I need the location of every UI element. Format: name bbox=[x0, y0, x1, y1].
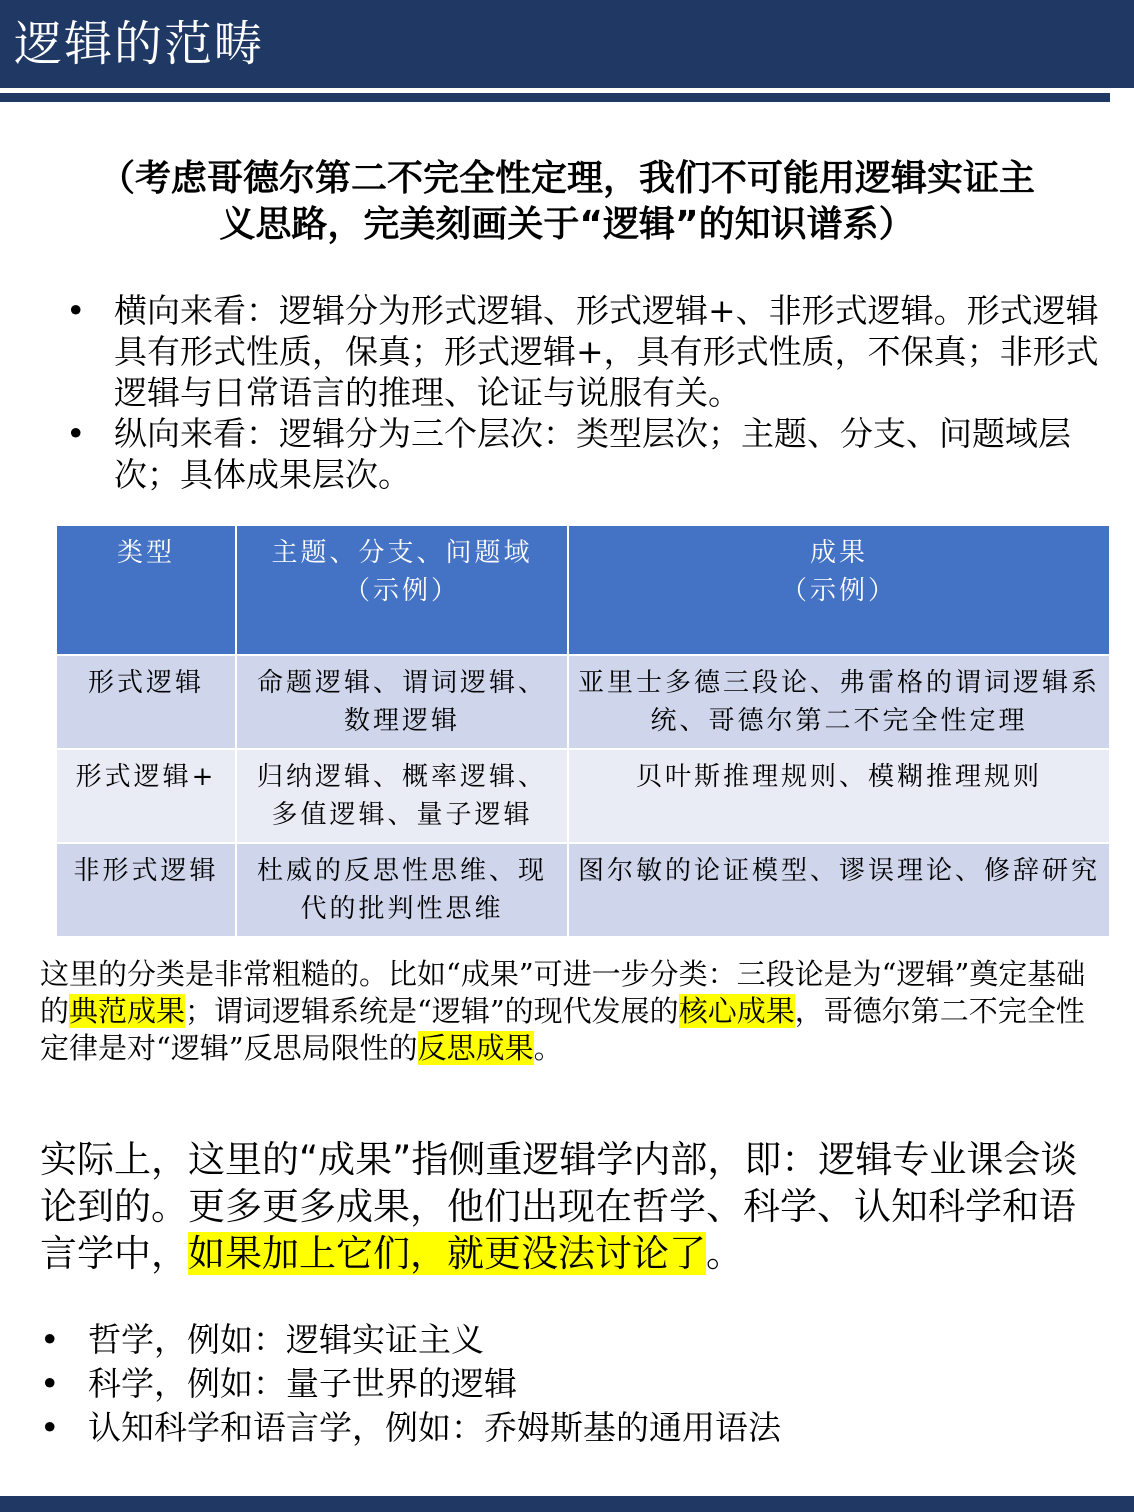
examples-bullet-list bbox=[40, 1318, 1100, 1450]
header-topics-note: （示例） bbox=[343, 576, 460, 606]
highlight-core-result: 核心成果 bbox=[678, 994, 795, 1028]
header-type-label: 类型 bbox=[116, 538, 175, 568]
scope-text: 实际上，这里的“成果”指侧重逻辑学内部，即：逻辑专业课会谈论到的。更多更多成果，他们出现在哲学、科学、认知科学和语言学中， bbox=[40, 1138, 1078, 1275]
cell-topics: 杜威的反思性思维、现代的批判性思维 bbox=[236, 843, 568, 937]
bullet-icon: • bbox=[66, 291, 86, 330]
list-item bbox=[40, 1362, 1100, 1406]
bullet-icon: • bbox=[66, 414, 86, 453]
header-results-note: （示例） bbox=[780, 576, 897, 606]
list-item bbox=[40, 1406, 1100, 1450]
header-results-label: 成果 bbox=[809, 538, 868, 568]
table-row bbox=[56, 655, 1110, 749]
table-header-row bbox=[56, 525, 1110, 655]
note-text: ；谓词逻辑系统是“逻辑”的现代发展的 bbox=[185, 994, 679, 1028]
footer-bar bbox=[0, 1496, 1134, 1512]
overview-bullet-list bbox=[60, 290, 1100, 495]
header-type bbox=[56, 525, 236, 655]
cell-type: 形式逻辑+ bbox=[56, 749, 236, 843]
cell-results: 亚里士多德三段论、弗雷格的谓词逻辑系统、哥德尔第二不完全性定理 bbox=[568, 655, 1110, 749]
intro-line-1: （考虑哥德尔第二不完全性定理，我们不可能用逻辑实证主 bbox=[98, 158, 1035, 199]
classification-note bbox=[40, 956, 1100, 1067]
list-item bbox=[40, 1318, 1100, 1362]
scope-text: 。 bbox=[706, 1232, 743, 1275]
header-topics-label: 主题、分支、问题域 bbox=[271, 538, 533, 568]
cell-topics: 命题逻辑、谓词逻辑、数理逻辑 bbox=[236, 655, 568, 749]
bullet-icon: • bbox=[40, 1364, 60, 1403]
cell-type: 形式逻辑 bbox=[56, 655, 236, 749]
bullet-text: 哲学，例如：逻辑实证主义 bbox=[88, 1320, 484, 1359]
table-row bbox=[56, 843, 1110, 937]
highlight-scope: 如果加上它们，就更没法讨论了 bbox=[188, 1232, 706, 1275]
header-results bbox=[568, 525, 1110, 655]
cell-results: 贝叶斯推理规则、模糊推理规则 bbox=[568, 749, 1110, 843]
logic-categories-table bbox=[55, 524, 1111, 938]
table-row bbox=[56, 749, 1110, 843]
bullet-text: 科学，例如：量子世界的逻辑 bbox=[88, 1364, 517, 1403]
highlight-reflective-result: 反思成果 bbox=[417, 1031, 534, 1065]
title-divider bbox=[0, 93, 1110, 102]
bullet-icon: • bbox=[40, 1408, 60, 1447]
note-text: 。 bbox=[533, 1031, 563, 1065]
note-text: 这里的分类是非常粗糙的。比如“成果”可进一步分类：三段论是为“逻辑”奠定基础的 bbox=[40, 957, 1086, 1028]
scope-statement bbox=[40, 1136, 1100, 1277]
bullet-text: 认知科学和语言学，例如：乔姆斯基的通用语法 bbox=[88, 1408, 781, 1447]
cell-type: 非形式逻辑 bbox=[56, 843, 236, 937]
intro-note bbox=[0, 156, 1134, 248]
note-text: ，哥德尔第二不完全性定律是对“逻辑”反思局限性的 bbox=[40, 994, 1085, 1065]
list-item bbox=[60, 290, 1100, 413]
header-topics bbox=[236, 525, 568, 655]
page-title: 逻辑的范畴 bbox=[14, 16, 265, 72]
intro-line-2: 义思路，完美刻画关于“逻辑”的知识谱系） bbox=[219, 204, 915, 245]
bullet-text: 纵向来看：逻辑分为三个层次：类型层次；主题、分支、问题域层次；具体成果层次。 bbox=[114, 414, 1071, 494]
cell-topics: 归纳逻辑、概率逻辑、多值逻辑、量子逻辑 bbox=[236, 749, 568, 843]
title-bar bbox=[0, 0, 1134, 88]
highlight-classic-result: 典范成果 bbox=[69, 994, 186, 1028]
bullet-icon: • bbox=[40, 1320, 60, 1359]
cell-results: 图尔敏的论证模型、谬误理论、修辞研究 bbox=[568, 843, 1110, 937]
bullet-text: 横向来看：逻辑分为形式逻辑、形式逻辑+、非形式逻辑。形式逻辑具有形式性质，保真；形式逻辑+，具有形式性质，不保真；非形式逻辑与日常语言的推理、论证与说服有关。 bbox=[114, 291, 1099, 412]
list-item bbox=[60, 413, 1100, 495]
